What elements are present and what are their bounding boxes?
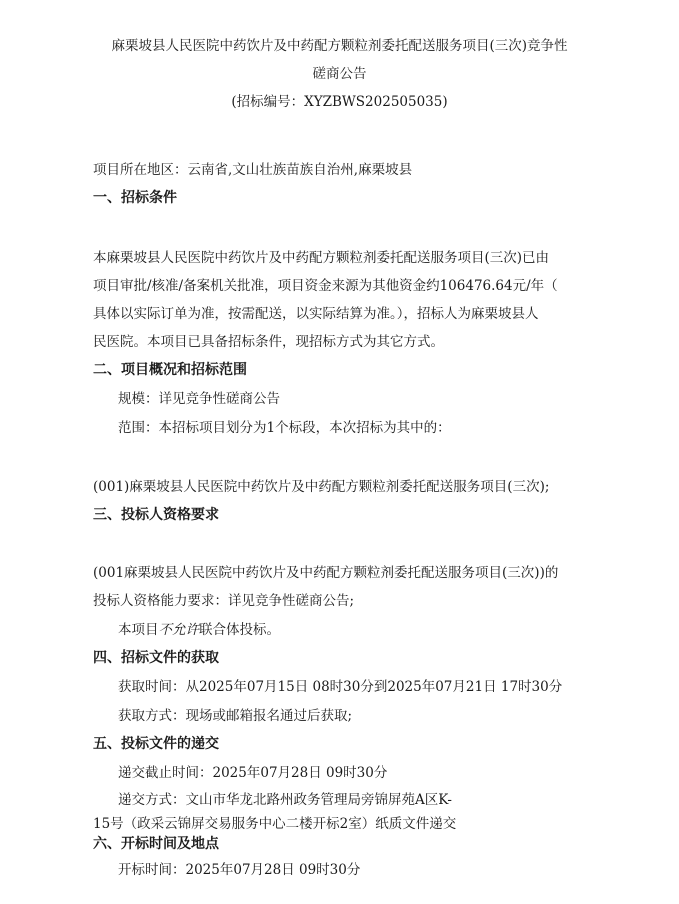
joint-bid-suffix: 联合体投标。 — [199, 622, 280, 638]
submission-method-line-2: 15号（政采云锦屏交易服务中心二楼开标2室）纸质文件递交 — [93, 816, 457, 832]
document-title-line-2: 磋商公告 — [312, 66, 367, 82]
section-heading-1: 一、招标条件 — [93, 190, 177, 206]
section-heading-3: 三、投标人资格要求 — [93, 507, 219, 523]
acquisition-method: 获取方式：现场或邮箱报名通过后获取; — [118, 708, 353, 724]
joint-bid-emphasis: 不允许 — [158, 622, 199, 638]
paragraph-line: 民医院。本项目已具备招标条件，现招标方式为其它方式。 — [93, 334, 444, 350]
acquisition-time: 获取时间：从2025年07月15日 08时30分到2025年07月21日 17时30分 — [118, 679, 563, 695]
opening-time: 开标时间：2025年07月28日 09时30分 — [118, 862, 361, 878]
section-heading-5: 五、投标文件的递交 — [93, 736, 219, 752]
paragraph-line: 具体以实际订单为准，按需配送，以实际结算为准。），招标人为麻栗坡县人 — [93, 306, 539, 322]
tender-code: (招标编号：XYZBWS202505035) — [231, 94, 448, 110]
section-heading-2: 二、项目概况和招标范围 — [93, 362, 247, 378]
scope-text: 范围：本招标项目划分为1个标段，本次招标为其中的： — [118, 420, 451, 436]
submission-method-line-1: 递交方式：文山市华龙北路州政务管理局旁锦屏苑A区K- — [118, 792, 452, 808]
lot-text: (001)麻栗坡县人民医院中药饮片及中药配方颗粒剂委托配送服务项目(三次); — [93, 479, 550, 495]
project-region: 项目所在地区：云南省,文山壮族苗族自治州,麻栗坡县 — [93, 162, 413, 178]
paragraph-line: 本麻栗坡县人民医院中药饮片及中药配方颗粒剂委托配送服务项目(三次)已由 — [93, 250, 550, 266]
section-heading-6: 六、开标时间及地点 — [93, 836, 219, 852]
section-heading-4: 四、招标文件的获取 — [93, 650, 219, 666]
scale-text: 规模：详见竞争性磋商公告 — [118, 391, 280, 407]
joint-bid-text — [118, 620, 280, 640]
qualification-text-line-2: 投标人资格能力要求：详见竞争性磋商公告; — [93, 593, 355, 609]
qualification-text-line-1: (001麻栗坡县人民医院中药饮片及中药配方颗粒剂委托配送服务项目(三次))的 — [93, 565, 559, 581]
paragraph-line: 项目审批/核准/备案机关批准，项目资金来源为其他资金约106476.64元/年（ — [93, 278, 558, 294]
joint-bid-prefix: 本项目 — [118, 622, 159, 638]
document-title-line-1: 麻栗坡县人民医院中药饮片及中药配方颗粒剂委托配送服务项目(三次)竞争性 — [111, 38, 568, 54]
submission-deadline: 递交截止时间：2025年07月28日 09时30分 — [118, 765, 388, 781]
